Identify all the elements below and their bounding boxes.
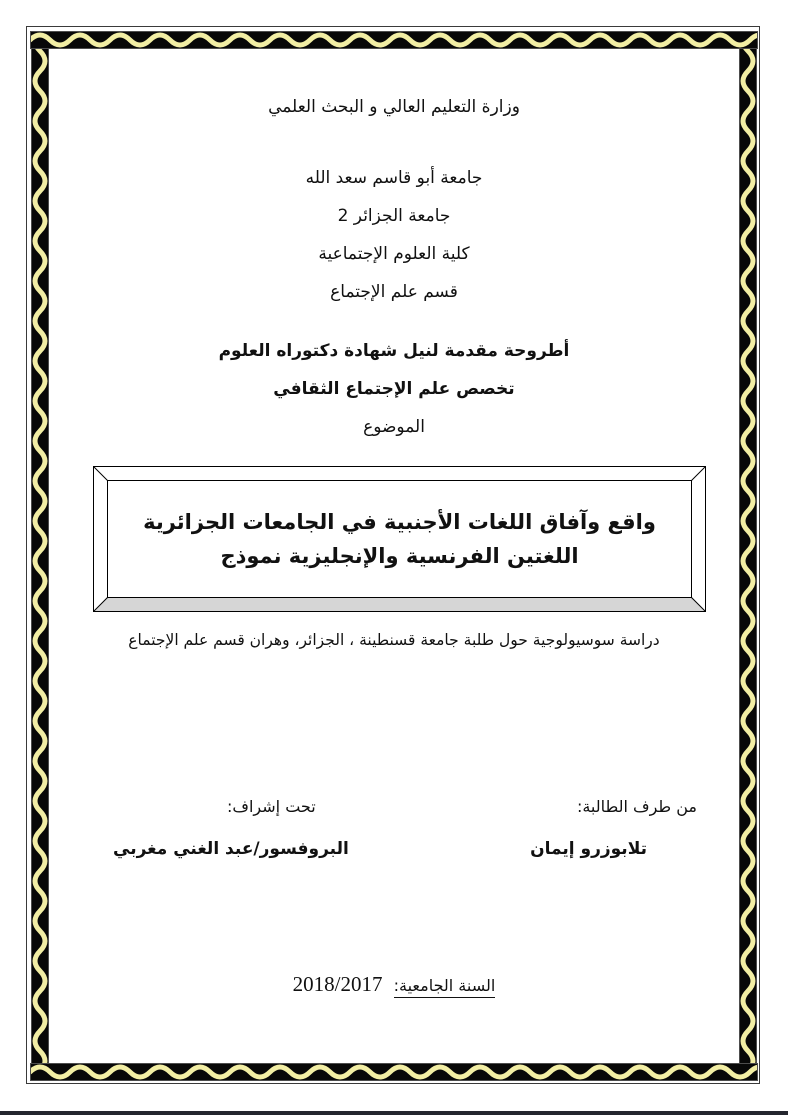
department-name: قسم علم الإجتماع bbox=[330, 282, 458, 302]
main-title bbox=[107, 480, 692, 598]
supervisor-label: تحت إشراف: bbox=[227, 797, 316, 816]
thesis-specialty: تخصص علم الإجتماع الثقافي bbox=[273, 379, 515, 399]
student-name: تلابوزرو إيمان bbox=[530, 839, 647, 859]
university-name: جامعة أبو قاسم سعد الله bbox=[305, 168, 483, 188]
university-number: جامعة الجزائر 2 bbox=[337, 206, 451, 226]
faculty-name: كلية العلوم الإجتماعية bbox=[318, 244, 470, 264]
academic-year-label: السنة الجامعية: bbox=[394, 976, 496, 998]
student-label: من طرف الطالبة: bbox=[576, 797, 697, 816]
ministry-title: وزارة التعليم العالي و البحث العلمي bbox=[268, 97, 520, 117]
academic-year-line bbox=[0, 972, 788, 998]
title-box bbox=[93, 466, 706, 612]
page-bottom-edge bbox=[0, 1111, 788, 1115]
main-title-line1: واقع وآفاق اللغات الأجنبية في الجامعات الجزائرية bbox=[143, 510, 656, 534]
main-title-line2: اللغتين الفرنسية والإنجليزية نموذج bbox=[220, 544, 579, 568]
subject-label: الموضوع bbox=[363, 417, 425, 437]
supervisor-name: البروفسور/عبد الغني مغربي bbox=[113, 839, 349, 859]
border-top-strip bbox=[30, 31, 758, 49]
border-bottom-strip bbox=[30, 1063, 758, 1081]
study-subtitle: دراسة سوسيولوجية حول طلبة جامعة قسنطينة ، الجزائر، وهران قسم علم الإجتماع bbox=[128, 631, 660, 649]
academic-year-value: 2018/2017 bbox=[292, 972, 383, 996]
thesis-statement: أطروحة مقدمة لنيل شهادة دكتوراه العلوم bbox=[218, 341, 570, 361]
